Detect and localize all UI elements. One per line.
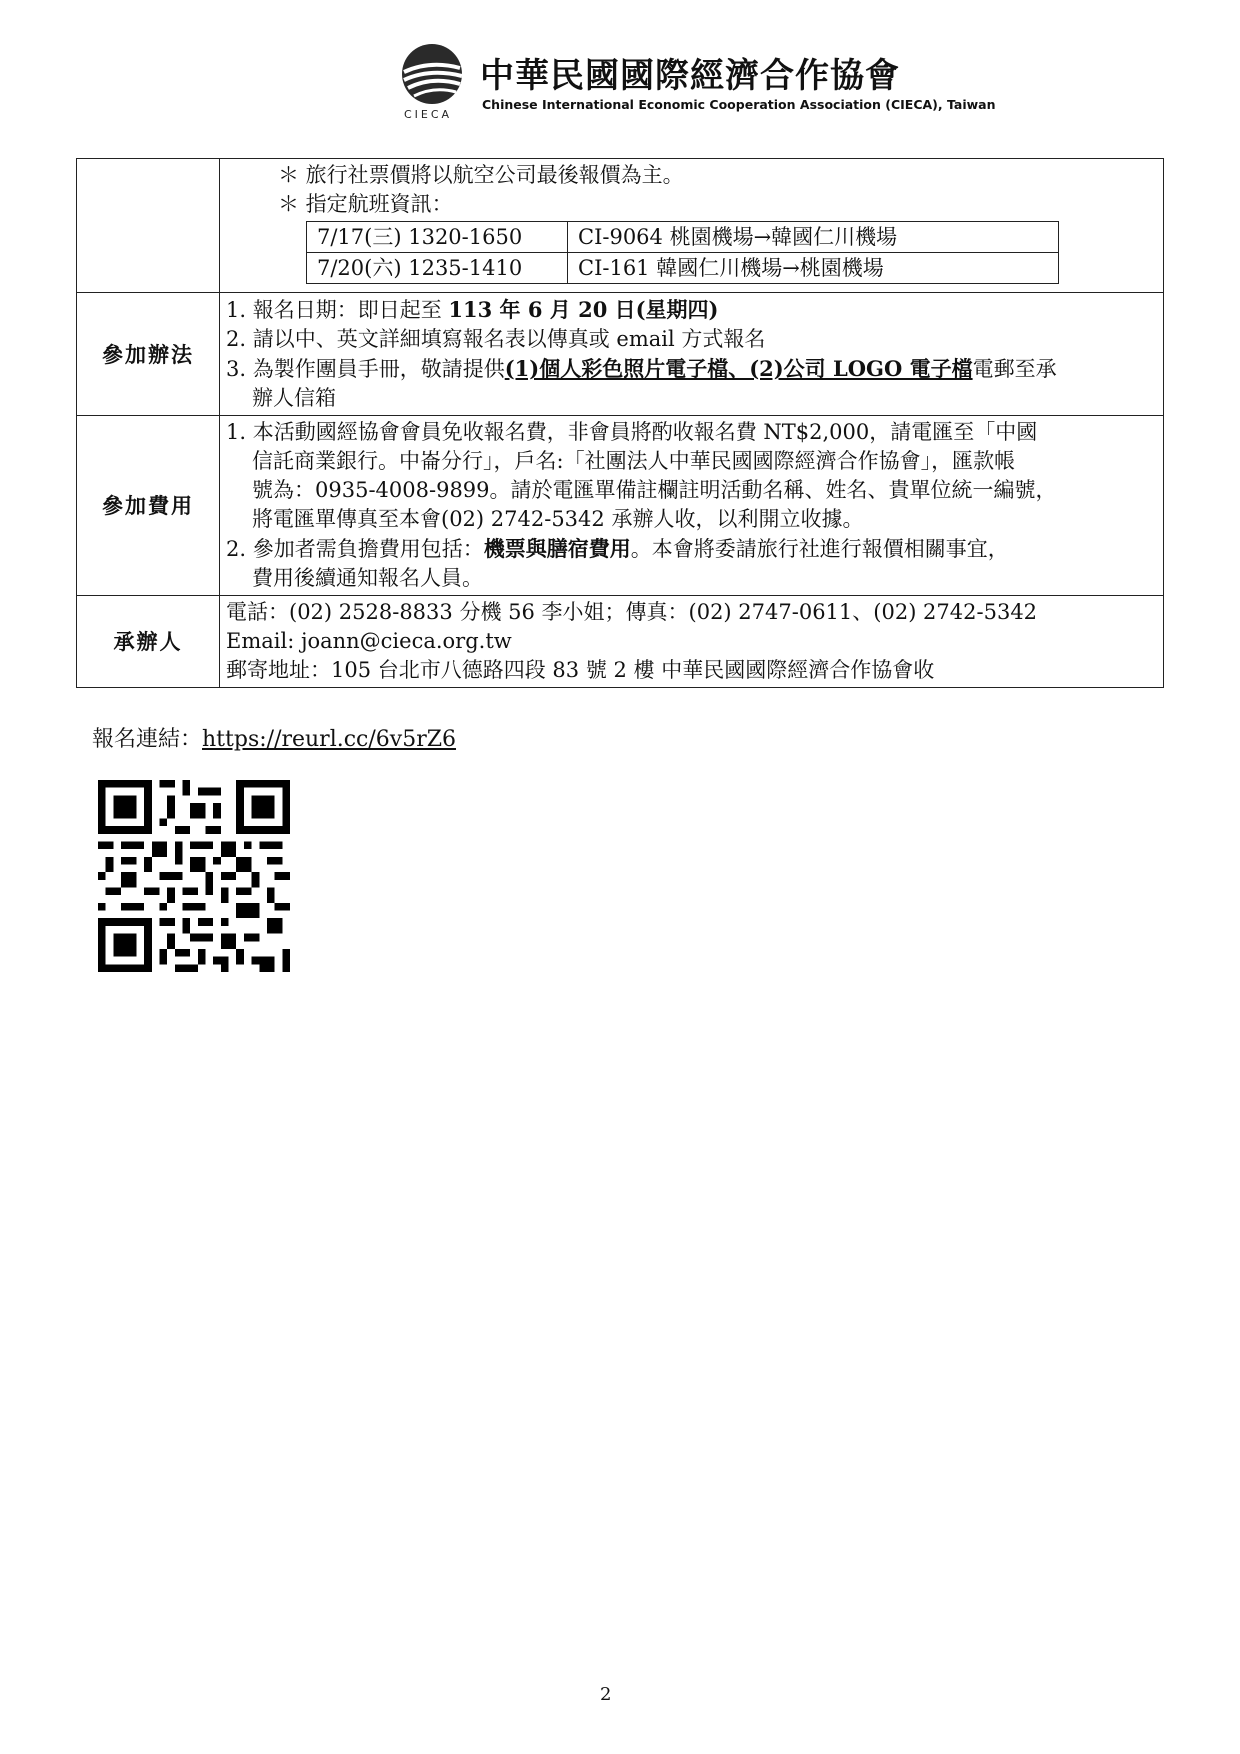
page-number: 2 bbox=[600, 1684, 612, 1705]
fees-row bbox=[77, 416, 1164, 596]
event-info-table bbox=[76, 158, 1164, 688]
registration-deadline bbox=[226, 295, 1157, 325]
qr-code-icon[interactable] bbox=[98, 780, 290, 972]
participation-row bbox=[77, 293, 1164, 416]
fee-line: 1. 本活動國經協會會員免收報名費，非會員將酌收報名費 NT$2,000，請電匯至「中國 bbox=[226, 420, 1038, 444]
travel-row bbox=[77, 159, 1164, 293]
registration-method: 2. 請以中、英文詳細填寫報名表以傳真或 email 方式報名 bbox=[226, 327, 766, 351]
flight-route: CI-9064 桃園機場→韓國仁川機場 bbox=[568, 222, 1059, 253]
fee-line: 將電匯單傳真至本會(02) 2742-5342 承辦人收，以利開立收據。 bbox=[252, 507, 864, 531]
flight-row bbox=[307, 222, 1059, 253]
registration-link[interactable]: https://reurl.cc/6v5rZ6 bbox=[202, 727, 457, 752]
handbook-prefix: 3. 為製作團員手冊，敬請提供 bbox=[226, 357, 505, 381]
participation-content bbox=[220, 293, 1164, 416]
contact-content bbox=[220, 596, 1164, 688]
handbook-files: (1)個人彩色照片電子檔、(2)公司 LOGO 電子檔 bbox=[504, 356, 973, 381]
expense-line bbox=[226, 534, 1157, 564]
cieca-logo-icon bbox=[400, 42, 464, 106]
flight-table bbox=[306, 221, 1059, 284]
fare-note: ＊ 旅行社票價將以航空公司最後報價為主。 bbox=[278, 163, 684, 187]
travel-label-cell bbox=[77, 159, 220, 293]
fee-line: 號為：0935-4008-9899。請於電匯單備註欄註明活動名稱、姓名、貴單位統一編號， bbox=[252, 478, 1057, 502]
participation-label: 參加辦法 bbox=[77, 293, 220, 416]
flight-info-heading: ＊ 指定航班資訊： bbox=[278, 192, 453, 216]
registration-link-row bbox=[92, 722, 456, 753]
org-name-chinese: 中華民國國際經濟合作協會 bbox=[480, 56, 900, 96]
handbook-request bbox=[226, 354, 1157, 384]
flight-datetime: 7/20(六) 1235-1410 bbox=[307, 253, 568, 284]
contact-label: 承辦人 bbox=[77, 596, 220, 688]
travel-content-cell bbox=[220, 159, 1164, 293]
fee-line: 信託商業銀行。中崙分行」，戶名:「社團法人中華民國國際經濟合作協會」，匯款帳 bbox=[252, 449, 1016, 473]
flight-row bbox=[307, 253, 1059, 284]
contact-phone: 電話：(02) 2528-8833 分機 56 李小姐；傳真：(02) 2747-0611、(02) 2742-5342 bbox=[226, 600, 1038, 624]
handbook-request-cont: 辦人信箱 bbox=[252, 386, 336, 410]
registration-link-label: 報名連結： bbox=[92, 727, 203, 752]
fees-label: 參加費用 bbox=[77, 416, 220, 596]
expense-line-cont: 費用後續通知報名人員。 bbox=[252, 566, 483, 590]
deadline-date: 113 年 6 月 20 日(星期四) bbox=[448, 297, 719, 322]
deadline-prefix: 1. 報名日期：即日起至 bbox=[226, 298, 449, 322]
contact-address: 郵寄地址：105 台北市八德路四段 83 號 2 樓 中華民國國際經濟合作協會收 bbox=[226, 658, 935, 682]
flight-datetime: 7/17(三) 1320-1650 bbox=[307, 222, 568, 253]
expense-suffix: 。本會將委請旅行社進行報價相關事宜， bbox=[630, 537, 1009, 561]
expense-items: 機票與膳宿費用 bbox=[483, 536, 631, 561]
logo-abbreviation: CIECA bbox=[404, 108, 453, 121]
contact-email[interactable]: Email: joann@cieca.org.tw bbox=[226, 629, 512, 653]
letterhead bbox=[400, 42, 996, 122]
expense-prefix: 2. 參加者需負擔費用包括： bbox=[226, 537, 484, 561]
fees-content bbox=[220, 416, 1164, 596]
contact-row bbox=[77, 596, 1164, 688]
handbook-suffix: 電郵至承 bbox=[972, 357, 1057, 381]
flight-route: CI-161 韓國仁川機場→桃園機場 bbox=[568, 253, 1059, 284]
org-name-english: Chinese International Economic Cooperation Association (CIECA), Taiwan bbox=[482, 97, 996, 112]
